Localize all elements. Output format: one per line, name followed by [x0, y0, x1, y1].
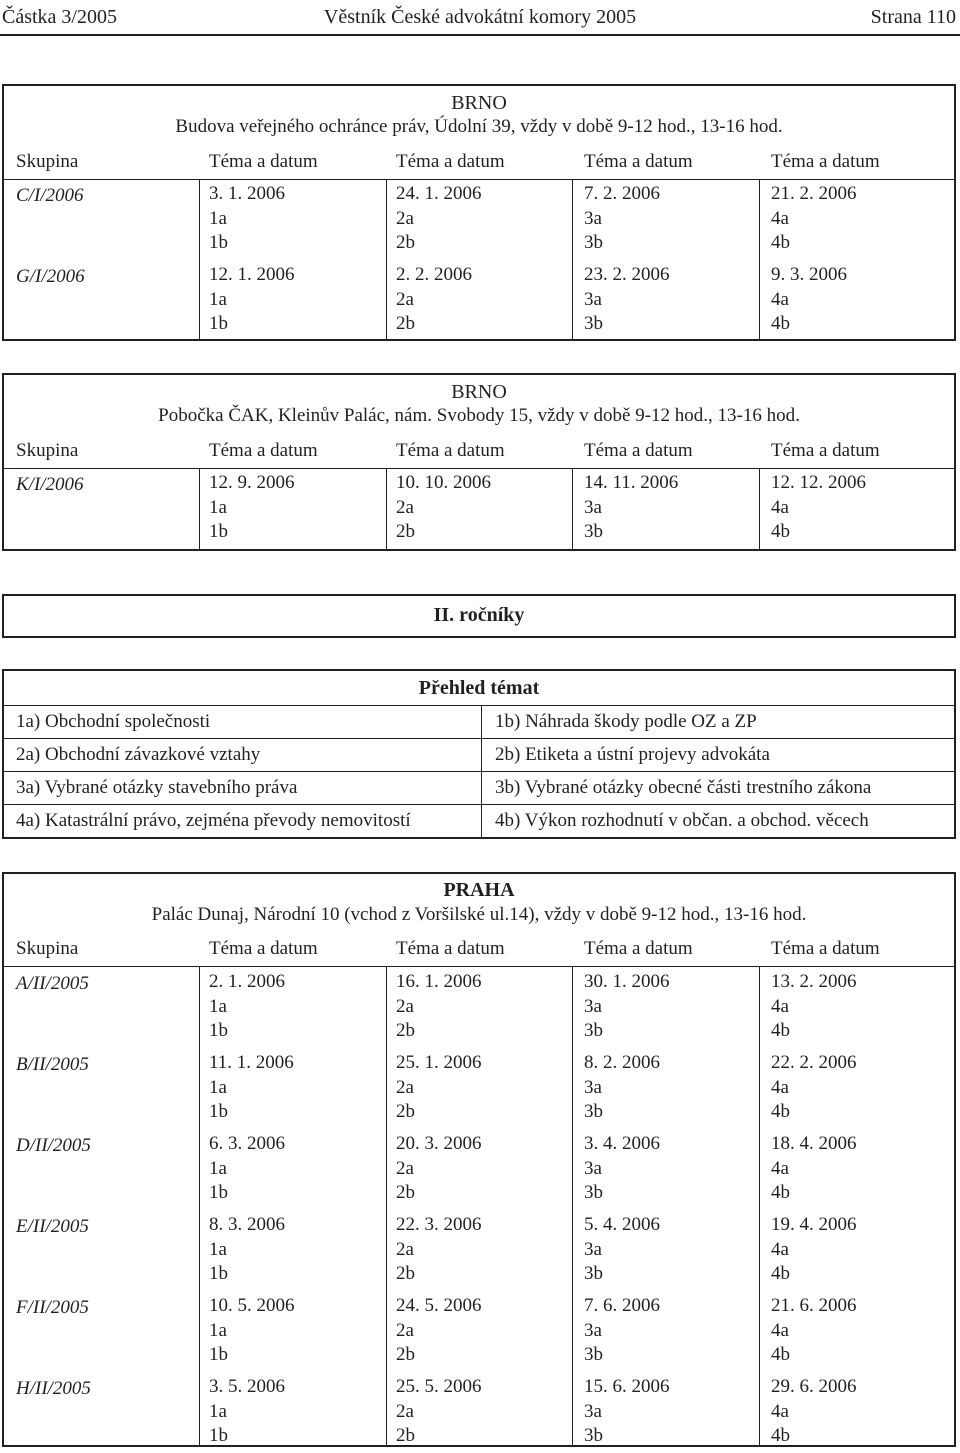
session-topic: 1b	[209, 1101, 228, 1122]
session-topic: 4b	[771, 1344, 790, 1365]
column-header-group: Skupina	[16, 440, 79, 461]
session-topic: 2b	[396, 232, 415, 253]
session-topic: 3a	[584, 995, 602, 1017]
group-code: K/I/2006	[16, 474, 84, 495]
session-topic: 1a	[209, 1400, 227, 1422]
column-divider	[386, 179, 387, 339]
session-date: 20. 3. 2006	[396, 1133, 482, 1154]
journal-title: Věstník České advokátní komory 2005	[323, 6, 637, 28]
session-topic: 3b	[584, 1263, 603, 1284]
column-header-topic-date: Téma a datum	[771, 151, 880, 172]
session-cell	[396, 1213, 482, 1287]
column-header-topic-date: Téma a datum	[396, 938, 505, 959]
session-cell	[209, 182, 285, 256]
session-cell	[396, 263, 472, 337]
session-topic: 4b	[771, 1101, 790, 1122]
group-code: G/I/2006	[16, 266, 85, 287]
column-header-row	[4, 440, 954, 466]
topic-item: 1a) Obchodní společnosti	[16, 711, 211, 732]
session-topic: 2b	[396, 1101, 415, 1122]
session-topic: 3b	[584, 1344, 603, 1365]
topics-overview	[2, 669, 956, 839]
header-rule	[0, 34, 960, 36]
session-date: 3. 4. 2006	[584, 1133, 660, 1154]
topic-row	[4, 804, 954, 838]
session-cell	[584, 1051, 660, 1125]
session-topic: 2b	[396, 1182, 415, 1203]
column-divider	[759, 468, 760, 549]
session-topic: 3a	[584, 1238, 602, 1260]
session-topic: 3a	[584, 288, 602, 310]
page-header	[0, 4, 960, 34]
venue-address: Budova veřejného ochránce práv, Údolní 39, vždy v době 9-12 hod., 13-16 hod.	[175, 116, 783, 137]
city-title: PRAHA	[443, 879, 515, 901]
column-header-topic-date: Téma a datum	[396, 440, 505, 461]
session-topic: 1b	[209, 232, 228, 253]
session-date: 21. 2. 2006	[771, 183, 857, 204]
column-divider	[759, 966, 760, 1445]
session-topic: 4a	[771, 496, 789, 518]
session-topic: 2a	[396, 1400, 414, 1422]
column-header-row	[4, 938, 954, 964]
session-cell	[396, 1132, 482, 1206]
year-banner	[2, 594, 956, 638]
session-topic: 1a	[209, 1157, 227, 1179]
session-topic: 3b	[584, 1425, 603, 1446]
session-cell	[771, 182, 857, 256]
column-header-topic-date: Téma a datum	[209, 938, 318, 959]
session-topic: 2a	[396, 207, 414, 229]
session-date: 7. 2. 2006	[584, 183, 660, 204]
session-date: 2. 2. 2006	[396, 264, 472, 285]
header-separator	[4, 179, 954, 180]
session-topic: 3b	[584, 1101, 603, 1122]
session-topic: 3a	[584, 1319, 602, 1341]
issue-number: Částka 3/2005	[2, 6, 117, 28]
column-header-topic-date: Téma a datum	[584, 151, 693, 172]
column-divider	[759, 179, 760, 339]
session-topic: 3a	[584, 1157, 602, 1179]
city-title: BRNO	[451, 92, 507, 114]
session-date: 8. 2. 2006	[584, 1052, 660, 1073]
column-header-topic-date: Téma a datum	[584, 938, 693, 959]
header-separator	[4, 468, 954, 469]
session-topic: 3b	[584, 1182, 603, 1203]
topic-divider	[481, 772, 482, 805]
venue-address: Pobočka ČAK, Kleinův Palác, nám. Svobody 15, vždy v době 9-12 hod., 13-16 hod.	[158, 405, 800, 426]
session-topic: 2b	[396, 313, 415, 334]
column-divider	[199, 966, 200, 1445]
topic-item: 3a) Vybrané otázky stavebního práva	[16, 777, 298, 798]
column-divider	[199, 179, 200, 339]
column-divider	[572, 179, 573, 339]
session-topic: 4a	[771, 207, 789, 229]
column-header-topic-date: Téma a datum	[209, 151, 318, 172]
session-topic: 4a	[771, 288, 789, 310]
column-divider	[386, 468, 387, 549]
topic-item: 2a) Obchodní závazkové vztahy	[16, 744, 261, 765]
session-date: 23. 2. 2006	[584, 264, 670, 285]
group-code: E/II/2005	[16, 1216, 89, 1237]
session-topic: 4b	[771, 313, 790, 334]
group-code: F/II/2005	[16, 1297, 89, 1318]
column-divider	[572, 468, 573, 549]
session-topic: 2a	[396, 995, 414, 1017]
session-cell	[209, 970, 285, 1044]
topic-divider	[481, 805, 482, 838]
session-cell	[396, 1375, 482, 1449]
session-topic: 4a	[771, 1400, 789, 1422]
session-topic: 1a	[209, 1076, 227, 1098]
session-topic: 1b	[209, 1344, 228, 1365]
group-code: B/II/2005	[16, 1054, 89, 1075]
session-cell	[584, 970, 670, 1044]
session-topic: 1a	[209, 1238, 227, 1260]
session-topic: 4a	[771, 995, 789, 1017]
session-date: 22. 3. 2006	[396, 1214, 482, 1235]
venue-address: Palác Dunaj, Národní 10 (vchod z Voršilské ul.14), vždy v době 9-12 hod., 13-16 hod.	[151, 904, 807, 925]
session-date: 12. 1. 2006	[209, 264, 295, 285]
schedule-praha	[2, 872, 956, 1447]
session-date: 7. 6. 2006	[584, 1295, 660, 1316]
session-cell	[209, 1213, 285, 1287]
group-code: A/II/2005	[16, 973, 89, 994]
session-date: 29. 6. 2006	[771, 1376, 857, 1397]
column-header-topic-date: Téma a datum	[771, 440, 880, 461]
session-date: 12. 12. 2006	[771, 472, 866, 493]
session-topic: 1a	[209, 496, 227, 518]
page-number: Strana 110	[870, 6, 956, 28]
column-header-topic-date: Téma a datum	[584, 440, 693, 461]
topic-row	[4, 705, 954, 739]
session-topic: 2b	[396, 1425, 415, 1446]
session-topic: 1b	[209, 521, 228, 542]
session-cell	[584, 182, 660, 256]
session-cell	[584, 1294, 660, 1368]
session-date: 22. 2. 2006	[771, 1052, 857, 1073]
session-topic: 4b	[771, 1020, 790, 1041]
session-topic: 2a	[396, 288, 414, 310]
session-topic: 3a	[584, 1400, 602, 1422]
column-divider	[199, 468, 200, 549]
session-topic: 3b	[584, 521, 603, 542]
session-date: 11. 1. 2006	[209, 1052, 294, 1073]
topic-item: 4a) Katastrální právo, zejména převody nemovitostí	[16, 810, 411, 831]
session-cell	[396, 1051, 482, 1125]
topic-item: 4b) Výkon rozhodnutí v občan. a obchod. věcech	[495, 810, 869, 831]
session-date: 25. 1. 2006	[396, 1052, 482, 1073]
session-topic: 4b	[771, 1425, 790, 1446]
session-cell	[771, 970, 857, 1044]
session-topic: 4a	[771, 1238, 789, 1260]
session-topic: 2b	[396, 1344, 415, 1365]
session-topic: 3b	[584, 232, 603, 253]
session-topic: 3a	[584, 1076, 602, 1098]
topics-title: Přehled témat	[418, 677, 540, 699]
session-cell	[209, 263, 295, 337]
session-cell	[584, 1375, 670, 1449]
session-topic: 4b	[771, 1263, 790, 1284]
topic-item: 2b) Etiketa a ústní projevy advokáta	[495, 744, 770, 765]
session-cell	[584, 1213, 660, 1287]
session-topic: 4b	[771, 1182, 790, 1203]
session-cell	[209, 1132, 285, 1206]
topic-divider	[481, 706, 482, 739]
column-header-group: Skupina	[16, 151, 79, 172]
group-code: C/I/2006	[16, 185, 84, 206]
session-cell	[771, 471, 866, 545]
session-cell	[209, 1294, 295, 1368]
city-title: BRNO	[451, 381, 507, 403]
session-cell	[771, 1051, 857, 1125]
session-topic: 2a	[396, 1238, 414, 1260]
session-topic: 1b	[209, 313, 228, 334]
session-topic: 2a	[396, 496, 414, 518]
session-topic: 2a	[396, 1319, 414, 1341]
session-cell	[771, 1213, 857, 1287]
session-cell	[396, 1294, 482, 1368]
column-header-row	[4, 151, 954, 177]
schedule-brno-kleinuv	[2, 373, 956, 551]
session-topic: 3b	[584, 313, 603, 334]
session-cell	[209, 471, 295, 545]
session-topic: 1b	[209, 1425, 228, 1446]
session-topic: 2b	[396, 1263, 415, 1284]
session-topic: 4b	[771, 232, 790, 253]
topic-row	[4, 771, 954, 805]
topic-item: 3b) Vybrané otázky obecné části trestního zákona	[495, 777, 872, 798]
session-topic: 2a	[396, 1076, 414, 1098]
session-cell	[771, 1294, 857, 1368]
column-header-topic-date: Téma a datum	[771, 938, 880, 959]
session-topic: 4b	[771, 521, 790, 542]
session-date: 9. 3. 2006	[771, 264, 847, 285]
session-date: 3. 5. 2006	[209, 1376, 285, 1397]
session-topic: 1b	[209, 1182, 228, 1203]
column-divider	[572, 966, 573, 1445]
session-date: 16. 1. 2006	[396, 971, 482, 992]
session-cell	[771, 1375, 857, 1449]
session-date: 13. 2. 2006	[771, 971, 857, 992]
session-date: 6. 3. 2006	[209, 1133, 285, 1154]
session-date: 10. 5. 2006	[209, 1295, 295, 1316]
session-cell	[396, 471, 491, 545]
session-cell	[771, 1132, 857, 1206]
session-cell	[209, 1375, 285, 1449]
year-title: II. ročníky	[433, 604, 525, 626]
group-code: D/II/2005	[16, 1135, 91, 1156]
session-topic: 1a	[209, 1319, 227, 1341]
session-topic: 1a	[209, 995, 227, 1017]
session-date: 30. 1. 2006	[584, 971, 670, 992]
group-code: H/II/2005	[16, 1378, 91, 1399]
session-date: 3. 1. 2006	[209, 183, 285, 204]
session-topic: 3a	[584, 496, 602, 518]
session-date: 12. 9. 2006	[209, 472, 295, 493]
session-date: 2. 1. 2006	[209, 971, 285, 992]
session-cell	[771, 263, 847, 337]
topic-item: 1b) Náhrada škody podle OZ a ZP	[495, 711, 757, 732]
session-date: 10. 10. 2006	[396, 472, 491, 493]
session-cell	[584, 263, 670, 337]
session-topic: 4a	[771, 1319, 789, 1341]
session-topic: 4a	[771, 1076, 789, 1098]
session-topic: 1a	[209, 207, 227, 229]
session-date: 24. 5. 2006	[396, 1295, 482, 1316]
session-topic: 3b	[584, 1020, 603, 1041]
session-cell	[396, 182, 482, 256]
session-date: 18. 4. 2006	[771, 1133, 857, 1154]
topic-divider	[481, 739, 482, 772]
column-header-topic-date: Téma a datum	[209, 440, 318, 461]
session-date: 25. 5. 2006	[396, 1376, 482, 1397]
session-date: 19. 4. 2006	[771, 1214, 857, 1235]
session-cell	[209, 1051, 294, 1125]
session-date: 5. 4. 2006	[584, 1214, 660, 1235]
session-topic: 3a	[584, 207, 602, 229]
header-separator	[4, 966, 954, 967]
session-cell	[396, 970, 482, 1044]
session-topic: 1b	[209, 1020, 228, 1041]
session-date: 8. 3. 2006	[209, 1214, 285, 1235]
session-topic: 2a	[396, 1157, 414, 1179]
topic-row	[4, 738, 954, 772]
session-topic: 2b	[396, 1020, 415, 1041]
session-topic: 1a	[209, 288, 227, 310]
session-cell	[584, 471, 678, 545]
column-divider	[386, 966, 387, 1445]
session-topic: 4a	[771, 1157, 789, 1179]
session-date: 15. 6. 2006	[584, 1376, 670, 1397]
column-header-topic-date: Téma a datum	[396, 151, 505, 172]
session-date: 24. 1. 2006	[396, 183, 482, 204]
session-date: 21. 6. 2006	[771, 1295, 857, 1316]
session-cell	[584, 1132, 660, 1206]
session-date: 14. 11. 2006	[584, 472, 679, 493]
schedule-brno-udolni	[2, 84, 956, 341]
session-topic: 2b	[396, 521, 415, 542]
column-header-group: Skupina	[16, 938, 79, 959]
session-topic: 1b	[209, 1263, 228, 1284]
